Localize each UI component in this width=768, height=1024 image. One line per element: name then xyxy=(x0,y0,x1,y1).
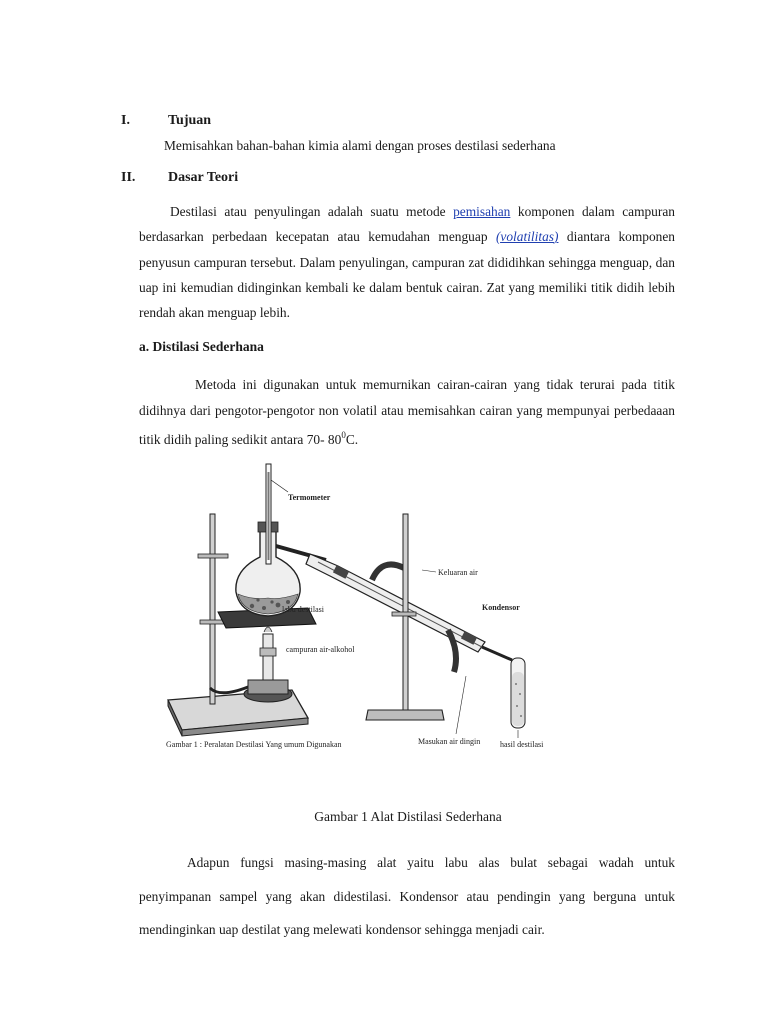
paragraph-text: C. xyxy=(345,432,359,447)
label-mixture: campuran air-alkohol xyxy=(286,645,355,654)
label-thermometer: Termometer xyxy=(288,493,331,502)
paren-close: ) xyxy=(554,229,559,245)
section-2-title: Dasar Teori xyxy=(168,170,239,185)
label-distillate: hasil destilasi xyxy=(500,740,544,749)
degree-superscript: 0 xyxy=(341,430,346,440)
paragraph-text: komponen dalam campuran berdasarkan perbedaan kecepatan atau kemudahan menguap xyxy=(139,204,675,245)
paragraph-text: Destilasi atau penyulingan adalah suatu metode xyxy=(170,204,454,219)
figure-inner-caption: Gambar 1 : Peralatan Destilasi Yang umum Digunakan xyxy=(166,740,342,749)
distillation-apparatus-figure xyxy=(160,462,560,764)
paragraph-text: Metoda ini digunakan untuk memurnikan cairan-cairan yang tidak terurai pada titik didihnya dari pengotor-pengotor non volatil atau memisahkan cairan yang mempunyai perbedaaan titik didih paling sedikit antara 70- 80 xyxy=(139,377,675,447)
figure-caption: Gambar 1 Alat Distilasi Sederhana xyxy=(314,809,502,824)
label-water-outlet: Keluaran air xyxy=(438,568,478,577)
dasar-teori-paragraph xyxy=(139,199,675,325)
link-pemisahan[interactable]: pemisahan xyxy=(453,204,511,219)
section-1-title: Tujuan xyxy=(168,113,212,128)
distilasi-paragraph xyxy=(139,372,675,453)
label-water-inlet: Masukan air dingin xyxy=(418,737,481,746)
paren-open: ( xyxy=(495,229,501,245)
section-2-number: II. xyxy=(121,170,136,185)
label-condenser: Kondensor xyxy=(482,603,520,612)
label-flask: labu destilasi xyxy=(282,605,324,614)
receiving-tube xyxy=(511,658,525,728)
paragraph-text: diantara komponen penyusun campuran tersebut. Dalam penyulingan, campuran zat dididihkan sehingga menguap, dan uap ini kemudian didinginkan kembali ke dalam bentuk cairan. Zat yang memiliki titik didih lebih rendah akan menguap lebih. xyxy=(139,229,675,321)
link-volatilitas[interactable]: volatilitas xyxy=(500,229,554,245)
section-1-number: I. xyxy=(121,113,130,128)
section-1-text: Memisahkan bahan-bahan kimia alami dengan proses destilasi sederhana xyxy=(164,138,556,153)
subsection-title: a. Distilasi Sederhana xyxy=(139,339,264,354)
closing-paragraph: Adapun fungsi masing-masing alat yaitu labu alas bulat sebagai wadah untuk penyimpanan sampel yang akan didestilasi. Kondensor atau pendingin yang berguna untuk mendinginkan uap destilat yang melewati kondensor sehingga menjadi cair. xyxy=(139,855,675,937)
